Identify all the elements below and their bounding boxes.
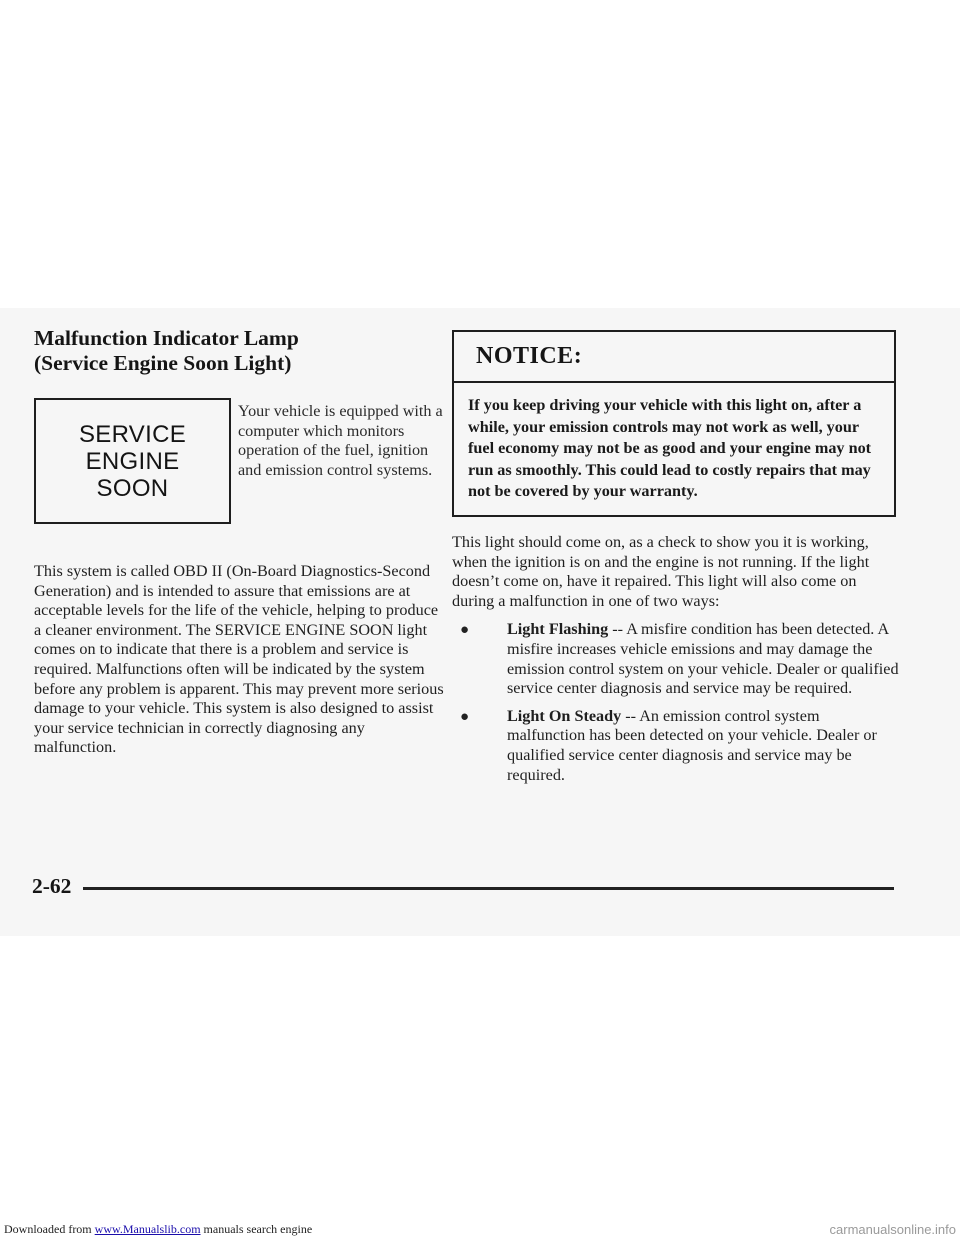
watermark: carmanualsonline.info xyxy=(829,1222,956,1237)
bullet-term: Light On Steady xyxy=(507,706,622,725)
notice-header xyxy=(454,332,894,383)
lamp-text-line-1: SERVICE xyxy=(78,420,187,448)
lamp-text-line-3: SOON xyxy=(96,474,169,502)
banner-prefix: Downloaded from xyxy=(4,1222,95,1236)
left-column xyxy=(34,326,448,758)
page-number: 2-62 xyxy=(32,873,72,898)
download-banner xyxy=(4,1222,956,1237)
banner-text xyxy=(4,1222,312,1237)
right-column xyxy=(452,330,900,793)
lamp-text-line-2: ENGINE xyxy=(85,447,180,475)
notice-body: If you keep driving your vehicle with this light on, after a while, your emission controls may not work as well, your fuel economy may not be as good and your engine may not run as smoothly. This could lead to costly repairs that may not be covered by your warranty. xyxy=(468,396,872,501)
page-footer xyxy=(32,868,894,904)
manualslib-link[interactable]: www.Manualslib.com xyxy=(94,1222,201,1236)
bullet-text: -- A misfire condition has been detected. A misfire increases vehicle emissions and may damage the emission control system on your vehicle. Dealer or qualified service center diagnosis and service may be required. xyxy=(507,620,899,698)
notice-box xyxy=(452,330,896,517)
footer-rule xyxy=(83,887,894,890)
bullet-list xyxy=(452,620,900,785)
banner-suffix: manuals search engine xyxy=(200,1222,313,1236)
light-check-paragraph: This light should come on, as a check to show you it is working, when the ignition is on and the engine is not running. If the light doesn’t come on, have it repaired. This light will also come on during a malfunction in one of two ways: xyxy=(452,532,870,610)
bullet-icon: ● xyxy=(460,622,470,639)
bullet-icon: ● xyxy=(460,708,470,725)
lamp-row xyxy=(34,386,448,586)
bullet-term: Light Flashing xyxy=(507,620,609,639)
bullet-text: -- An emission control system malfunction has been detected on your vehicle. Dealer or qualified service center diagnosis and service may be required. xyxy=(507,706,877,784)
section-title xyxy=(34,326,448,376)
lamp-description: Your vehicle is equipped with a computer which monitors operation of the fuel, ignition and emission control systems. xyxy=(238,402,443,479)
service-engine-soon-lamp-icon xyxy=(34,398,231,524)
obd-description-paragraph: This system is called OBD II (On-Board Diagnostics-Second Generation) and is intended to assure that emissions are at acceptable levels for the life of the vehicle, helping to produce a cleaner environment. The SERVICE ENGINE SOON light comes on to indicate that there is a problem and service is required. Malfunctions often will be indicated by the system before any problem is apparent. This may prevent more serious damage to your vehicle. This system is also designed to assist your service technician in correctly diagnosing any malfunction. xyxy=(34,562,444,757)
title-line-2: (Service Engine Soon Light) xyxy=(34,351,292,375)
list-item xyxy=(452,620,900,698)
notice-title: NOTICE: xyxy=(476,343,583,369)
list-item xyxy=(452,707,900,785)
title-line-1: Malfunction Indicator Lamp xyxy=(34,326,299,350)
